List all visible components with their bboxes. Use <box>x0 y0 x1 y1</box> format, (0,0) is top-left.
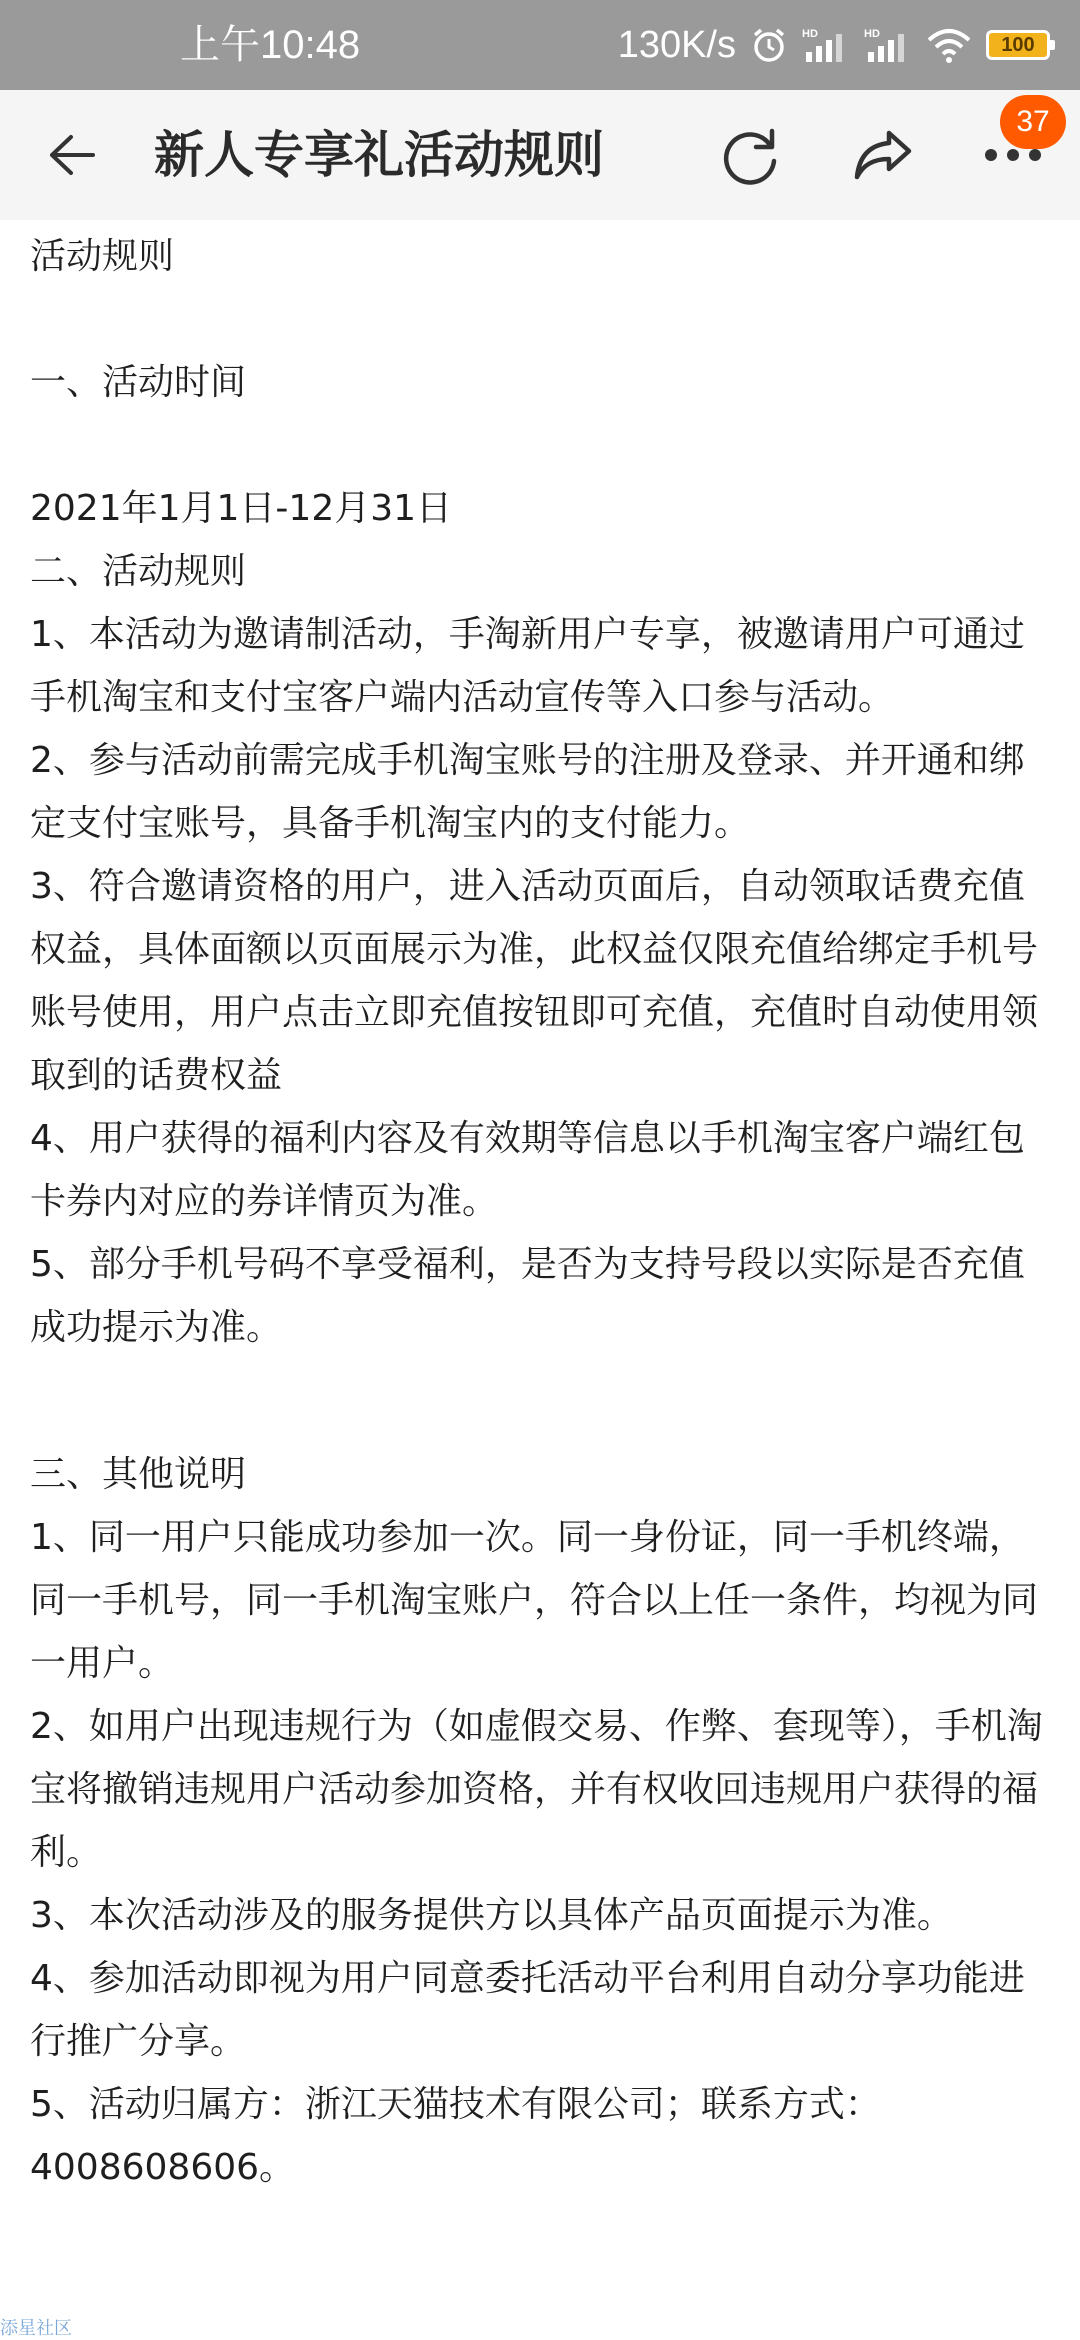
section-title-rules: 二、活动规则 <box>30 551 247 592</box>
refresh-button[interactable] <box>716 123 786 187</box>
other-item: 3、本次活动涉及的服务提供方以具体产品页面提示为准。 <box>30 1895 953 1936</box>
signal-hd-icon <box>802 26 850 64</box>
section-title-time: 一、活动时间 <box>30 362 247 403</box>
activity-date: 2021年1月1日-12月31日 <box>30 488 453 529</box>
signal-hd-icon-2 <box>864 26 912 64</box>
other-item: 4、参加活动即视为用户同意委托活动平台利用自动分享功能进行推广分享。 <box>30 1958 1025 2062</box>
rules-content <box>30 225 1060 2199</box>
content-heading: 活动规则 <box>30 236 175 277</box>
other-item: 5、活动归属方：浙江天猫技术有限公司；联系方式：4008608606。 <box>30 2084 881 2188</box>
rule-item: 3、符合邀请资格的用户，进入活动页面后，自动领取话费充值权益，具体面额以页面展示为准，此权益仅限充值给绑定手机号账号使用，用户点击立即充值按钮即可充值，充值时自动使用领取到的话费权益 <box>30 866 1039 1096</box>
wifi-icon <box>926 26 972 64</box>
page-title: 新人专享礼活动规则 <box>154 126 604 184</box>
svg-text:HD: HD <box>802 28 818 40</box>
share-button[interactable] <box>848 123 918 187</box>
notification-badge: 37 <box>1000 95 1066 149</box>
share-icon <box>851 127 915 183</box>
svg-text:HD: HD <box>864 28 880 40</box>
rule-item: 4、用户获得的福利内容及有效期等信息以手机淘宝客户端红包卡券内对应的券详情页为准。 <box>30 1118 1025 1222</box>
status-bar <box>0 0 1080 90</box>
section-title-other: 三、其他说明 <box>30 1454 247 1495</box>
rule-item: 1、本活动为邀请制活动，手淘新用户专享，被邀请用户可通过手机淘宝和支付宝客户端内活动宣传等入口参与活动。 <box>30 614 1025 718</box>
header-bar <box>0 90 1080 220</box>
net-speed: 130K/s <box>617 23 736 66</box>
rule-item: 5、部分手机号码不享受福利，是否为支持号段以实际是否充值成功提示为准。 <box>30 1244 1025 1348</box>
battery-icon: 100 <box>986 30 1050 60</box>
status-icons <box>618 18 1050 72</box>
other-item: 2、如用户出现违规行为（如虚假交易、作弊、套现等），手机淘宝将撤销违规用户活动参加资格，并有权收回违规用户获得的福利。 <box>30 1706 1043 1873</box>
back-button[interactable] <box>40 123 104 187</box>
status-time: 上午10:48 <box>180 23 361 67</box>
watermark: 添星社区 <box>0 2318 72 2339</box>
other-item: 1、同一用户只能成功参加一次。同一身份证，同一手机终端，同一手机号，同一手机淘宝账户，符合以上任一条件，均视为同一用户。 <box>30 1517 1039 1684</box>
back-arrow-icon <box>47 133 97 177</box>
refresh-icon <box>720 125 782 185</box>
rule-item: 2、参与活动前需完成手机淘宝账号的注册及登录、并开通和绑定支付宝账号，具备手机淘宝内的支付能力。 <box>30 740 1025 844</box>
alarm-icon <box>750 26 788 64</box>
